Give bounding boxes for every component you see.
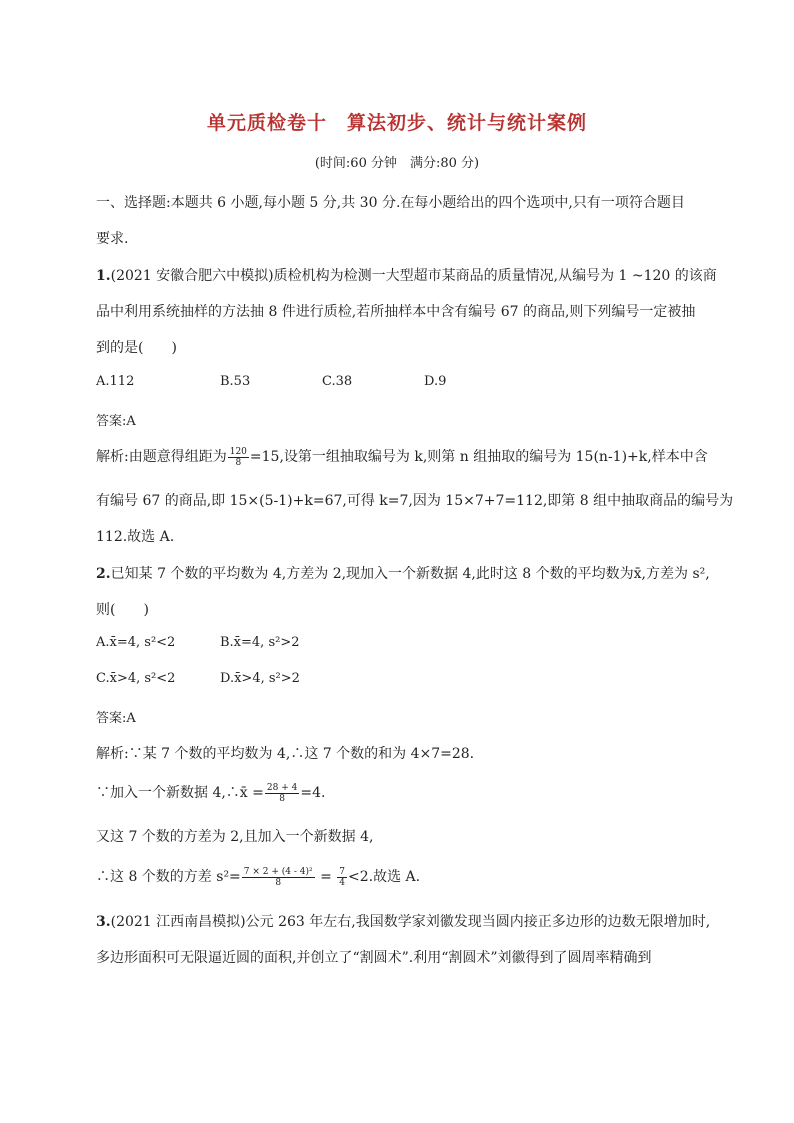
- q2-analysis-line3: 又这 7 个数的方差为 2,且加入一个新数据 4,: [96, 829, 374, 845]
- q1-analysis-pre: 解析:由题意得组距为: [96, 449, 227, 465]
- q2-analysis4-mid: =: [315, 869, 337, 885]
- q2-answer: 答案:A: [96, 711, 136, 726]
- fraction-denominator: 8: [275, 877, 282, 888]
- q3-text-line2: 多边形面积可无限逼近圆的面积,并创立了“割圆术”.利用“割圆术”刘徽得到了圆周率精确到: [96, 950, 652, 966]
- q2-analysis4-pre: ∴这 8 个数的方差 s²=: [96, 869, 241, 885]
- q1-number: 1.: [96, 268, 111, 284]
- q2-line1: [96, 563, 710, 583]
- q2-analysis-line1: 解析:∵某 7 个数的平均数为 4,∴这 7 个数的和为 4×7=28.: [96, 746, 475, 762]
- q2-analysis4-post: <2.故选 A.: [348, 869, 421, 885]
- fraction-numerator: 28 + 4: [266, 782, 298, 793]
- q1-option-b: B.53: [220, 374, 251, 389]
- q3-line1: [96, 911, 710, 931]
- q2-option-a: A.x̄=4, s²<2: [96, 635, 176, 650]
- q1-text-line1: (2021 安徽合肥六中模拟)质检机构为检测一大型超市某商品的质量情况,从编号为 1 ~120 的该商: [110, 268, 717, 284]
- fraction-denominator: 4: [339, 877, 345, 888]
- q1-analysis-line2: 有编号 67 的商品,即 15×(5-1)+k=67,可得 k=7,因为 15×7+7=112,即第 8 组中抽取商品的编号为: [96, 493, 734, 509]
- q2-fraction-result: [337, 867, 347, 888]
- q2-fraction-variance: [242, 867, 315, 888]
- q2-text-line2: 则( ): [96, 602, 149, 618]
- fraction-denominator: 8: [235, 457, 242, 468]
- q1-line1: [96, 265, 717, 285]
- exam-info: (时间:60 分钟 满分:80 分): [314, 156, 480, 171]
- q1-answer: 答案:A: [96, 414, 136, 429]
- q1-text-line3: 到的是( ): [96, 340, 177, 356]
- q2-fraction-mean: [265, 783, 299, 804]
- q2-analysis-line2: [96, 782, 325, 804]
- q2-number: 2.: [96, 566, 111, 582]
- q1-option-d: D.9: [424, 374, 447, 389]
- q2-analysis2-pre: ∵加入一个新数据 4,∴x̄ =: [96, 785, 264, 801]
- q2-option-d: D.x̄>4, s²>2: [220, 671, 300, 686]
- q3-text-line1: (2021 江西南昌模拟)公元 263 年左右,我国数学家刘徽发现当圆内接正多边形的边数无限增加时,: [110, 914, 711, 930]
- page-title: 单元质检卷十 算法初步、统计与统计案例: [206, 112, 587, 134]
- fraction-numerator: 120: [229, 446, 247, 457]
- q1-analysis-post: =15,设第一组抽取编号为 k,则第 n 组抽取的编号为 15(n-1)+k,样本中含: [249, 449, 708, 465]
- q2-analysis-line4: [96, 866, 420, 888]
- q1-fraction: [228, 447, 249, 468]
- q1-analysis-line1: [96, 446, 708, 468]
- fraction-denominator: 8: [279, 793, 285, 804]
- q2-analysis2-post: =4.: [300, 785, 326, 801]
- q2-option-c: C.x̄>4, s²<2: [96, 671, 176, 686]
- fraction-numerator: 7 × 2 + (4 - 4)²: [243, 866, 313, 877]
- q3-number: 3.: [96, 914, 111, 930]
- q1-option-c: C.38: [322, 374, 353, 389]
- q2-text-line1: 已知某 7 个数的平均数为 4,方差为 2,现加入一个新数据 4,此时这 8 个数的平均数为x̄,方差为 s²,: [110, 566, 710, 582]
- section-instructions-line1: 一、选择题:本题共 6 小题,每小题 5 分,共 30 分.在每小题给出的四个选项中,只有一项符合题目: [96, 195, 685, 211]
- section-instructions-line2: 要求.: [96, 231, 129, 247]
- q1-analysis-line3: 112.故选 A.: [96, 529, 175, 545]
- fraction-numerator: 7: [339, 866, 345, 877]
- q1-text-line2: 品中利用系统抽样的方法抽 8 件进行质检,若所抽样本中含有编号 67 的商品,则下列编号一定被抽: [96, 304, 696, 320]
- q2-option-b: B.x̄=4, s²>2: [220, 635, 300, 650]
- q1-option-a: A.112: [96, 374, 135, 389]
